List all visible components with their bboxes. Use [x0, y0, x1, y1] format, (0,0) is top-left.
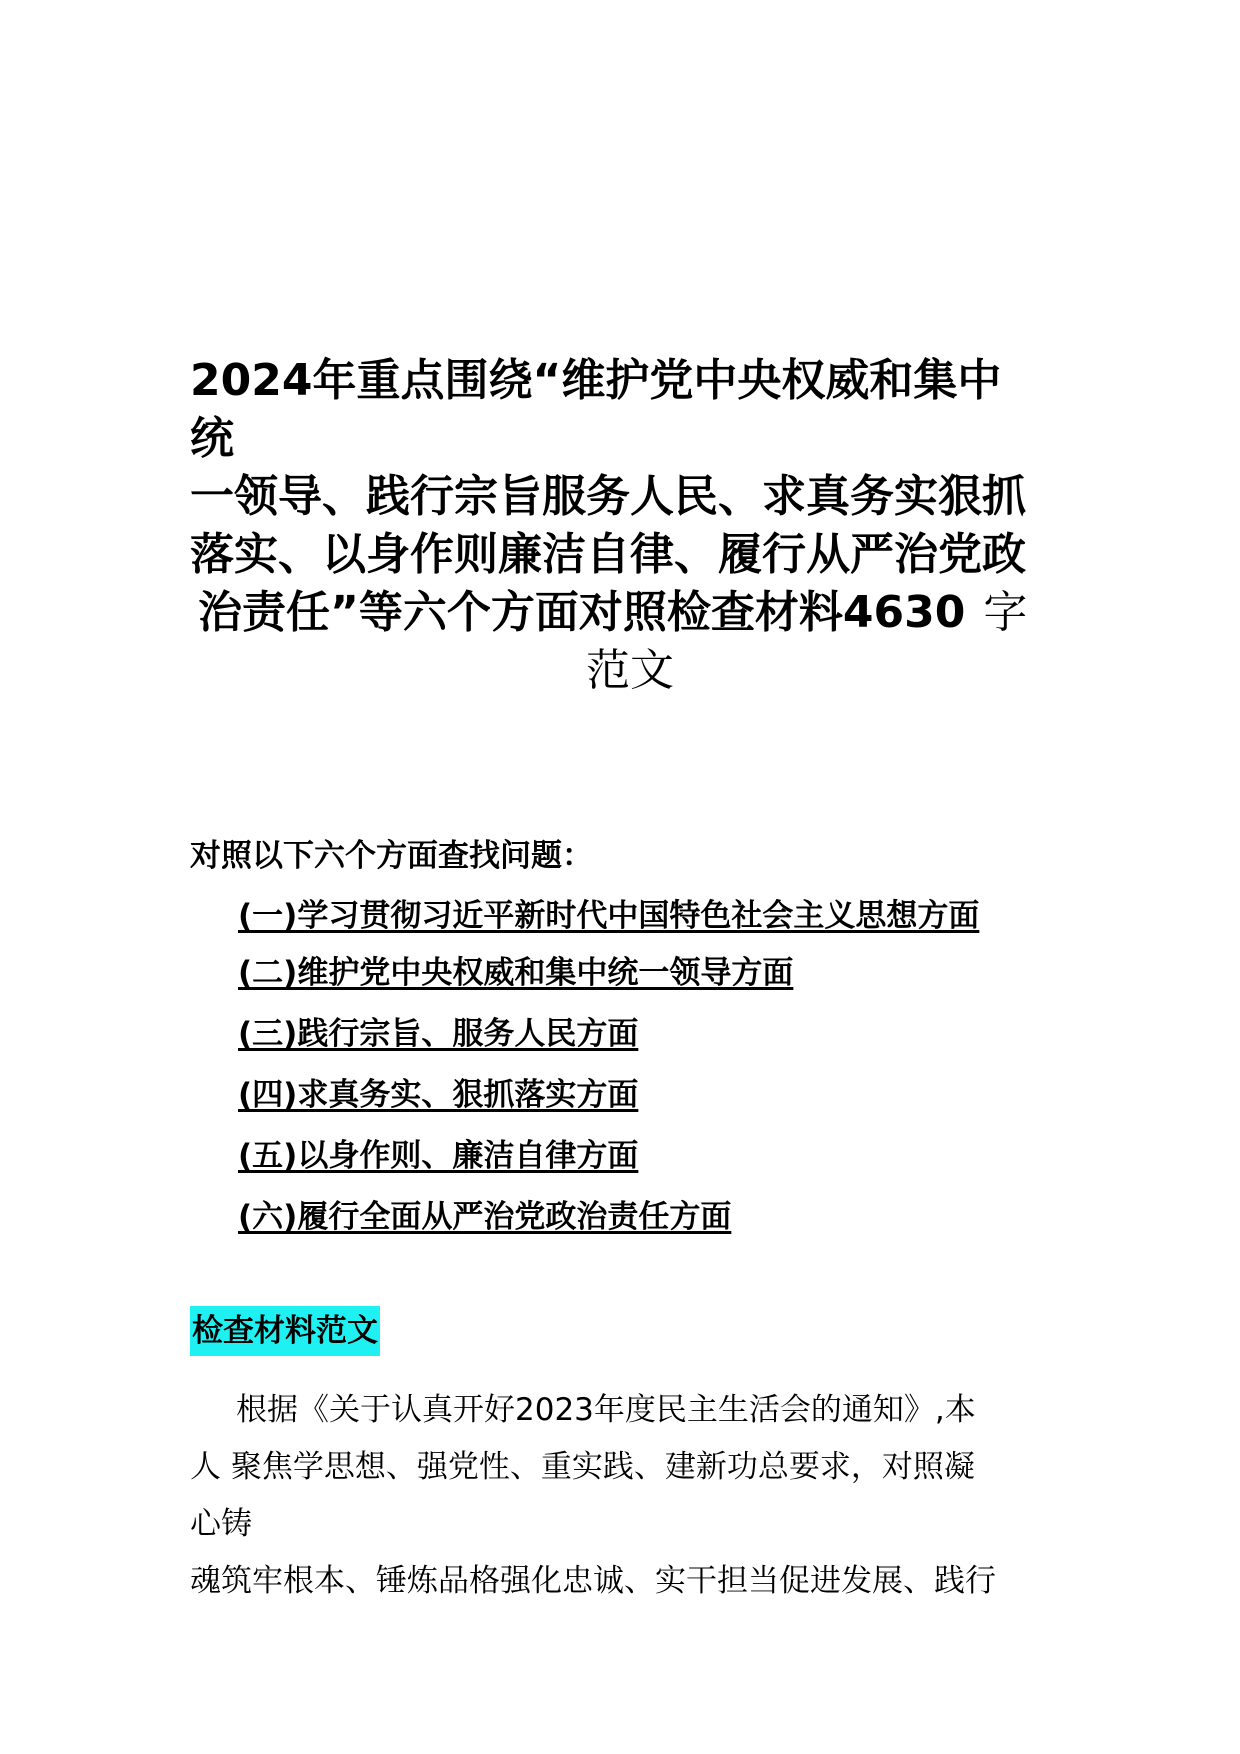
aspect-list [238, 896, 979, 1258]
title-line: 范文 [586, 645, 674, 696]
body-paragraph [190, 1382, 1070, 1610]
title-line: 统 [190, 413, 234, 464]
aspect-item: (一)学习贯彻习近平新时代中国特色社会主义思想方面 [238, 898, 980, 934]
title-line: 一领导、践行宗旨服务人民、求真务实狠抓 [190, 471, 1026, 522]
aspect-item: (六)履行全面从严治党政治责任方面 [238, 1199, 732, 1235]
body-line: 心铸 [190, 1506, 252, 1542]
body-line: 魂筑牢根本、锤炼品格强化忠诚、实干担当促进发展、践行 [190, 1563, 996, 1599]
body-line: 人 聚焦学思想、强党性、重实践、建新功总要求，对照凝 [190, 1449, 975, 1485]
aspect-item: (五)以身作则、廉洁自律方面 [238, 1138, 639, 1174]
aspect-item: (四)求真务实、狠抓落实方面 [238, 1077, 639, 1113]
title-line-normal: 字 [983, 587, 1028, 638]
body-line: 根据《关于认真开好2023年度民主生活会的通知》,本 [236, 1392, 976, 1428]
intro-heading: 对照以下六个方面查找问题： [190, 838, 593, 874]
sample-heading: 检查材料范文 [190, 1306, 380, 1356]
aspect-item: (三)践行宗旨、服务人民方面 [238, 1016, 639, 1052]
title-line: 落实、以身作则廉洁自律、履行从严治党政 [190, 529, 1026, 580]
document-title [190, 352, 1070, 700]
title-line-bold: 治责任”等六个方面对照检查材料4630 [198, 587, 966, 638]
title-line: 2024年重点围绕“维护党中央权威和集中 [190, 355, 1002, 406]
aspect-item: (二)维护党中央权威和集中统一领导方面 [238, 955, 794, 991]
title-line [190, 584, 1070, 642]
